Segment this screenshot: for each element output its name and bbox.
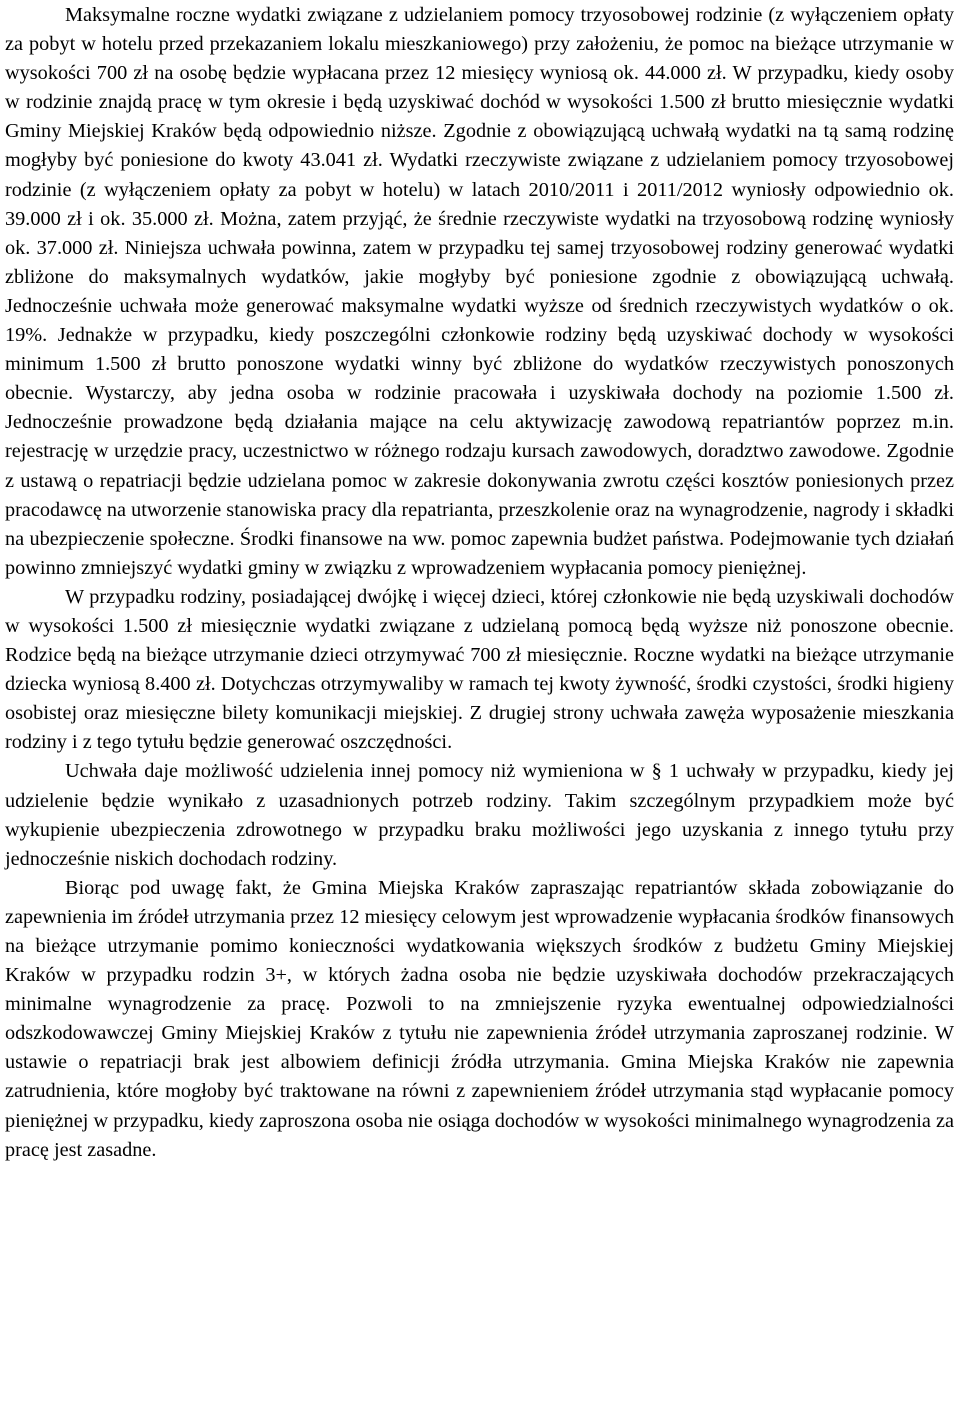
- paragraph-other-assistance: Uchwała daje możliwość udzielenia innej pomocy niż wymieniona w § 1 uchwały w przypadku, kiedy jej udzielenie będzie wynikało z uzasadnionych potrzeb rodziny. Takim szczególnym przypadkiem może być wykupienie ubezpieczenia zdrowotnego w przypadku braku możliwości jego uzyskania z innego tytułu przy jednocześnie niskich dochodach rodziny.: [5, 760, 954, 870]
- paragraph-families-with-children: W przypadku rodziny, posiadającej dwójkę i więcej dzieci, której członkowie nie będą uzyskiwali dochodów w wysokości 1.500 zł miesięcznie wydatki związane z udzielaną pomocą będą wyższe niż ponoszone obecnie. Rodzice będą na bieżące utrzymanie dzieci otrzymywać 700 zł miesięcznie. Roczne wydatki na bieżące utrzymanie dziecka wyniosą 8.400 zł. Dotychczas otrzymywaliby w ramach tej kwoty żywność, środki czystości, środki higieny osobistej oraz miesięczne bilety komunikacji miejskiej. Z drugiej strony uchwała zawęża wyposażenie mieszkania rodziny i z tego tytułu będzie generować oszczędności.: [5, 585, 954, 754]
- paragraph-justification: Biorąc pod uwagę fakt, że Gmina Miejska Kraków zapraszając repatriantów składa zobowiązanie do zapewnienia im źródeł utrzymania przez 12 miesięcy celowym jest wprowadzenie wypłacania środków finansowych na bieżące utrzymanie pomimo konieczności wydatkowania większych środków z budżetu Gminy Miejskiej Kraków w przypadku rodzin 3+, w których żadna osoba nie będzie uzyskiwała dochodów przekraczających minimalne wynagrodzenie za pracę. Pozwoli to na zmniejszenie ryzyka ewentualnej odpowiedzialności odszkodowawczej Gminy Miejskiej Kraków z tytułu nie zapewnienia źródeł utrzymania zaproszanej rodzinie. W ustawie o repatriacji brak jest albowiem definicji źródła utrzymania. Gmina Miejska Kraków nie zapewnia zatrudnienia, które mogłoby być traktowane na równi z zapewnieniem źródeł utrzymania stąd wypłacanie pomocy pieniężnej w przypadku, kiedy zaproszona osoba nie osiąga dochodów w wysokości minimalnego wynagrodzenia za pracę jest zasadne.: [5, 876, 954, 1161]
- paragraph-financial-estimates: Maksymalne roczne wydatki związane z udzielaniem pomocy trzyosobowej rodzinie (z wyłączeniem opłaty za pobyt w hotelu przed przekazaniem lokalu mieszkaniowego) przy założeniu, że pomoc na bieżące utrzymanie w wysokości 700 zł na osobę będzie wypłacana przez 12 miesięcy wyniosą ok. 44.000 zł. W przypadku, kiedy osoby w rodzinie znajdą pracę w tym okresie i będą uzyskiwać dochód w wysokości 1.500 zł brutto miesięcznie wydatki Gminy Miejskiej Kraków będą odpowiednio niższe. Zgodnie z obowiązującą uchwałą wydatki na tą samą rodzinę mogłyby być poniesione do kwoty 43.041 zł. Wydatki rzeczywiste związane z udzielaniem pomocy trzyosobowej rodzinie (z wyłączeniem opłaty za pobyt w hotelu) w latach 2010/2011 i 2011/2012 wyniosły odpowiednio ok. 39.000 zł i ok. 35.000 zł. Można, zatem przyjąć, że średnie rzeczywiste wydatki na trzyosobową rodzinę wyniosły ok. 37.000 zł. Niniejsza uchwała powinna, zatem w przypadku tej samej trzyosobowej rodziny generować wydatki zbliżone do maksymalnych wydatków, jakie mogłyby być poniesione zgodnie z obowiązującą uchwałą. Jednocześnie uchwała może generować maksymalne wydatki wyższe od średnich rzeczywistych wydatków o ok. 19%. Jednakże w przypadku, kiedy poszczególni członkowie rodziny będą uzyskiwać dochody w wysokości minimum 1.500 zł brutto ponoszone wydatki winny być zbliżone do wydatków rzeczywistych ponoszonych obecnie. Wystarczy, aby jedna osoba w rodzinie pracowała i uzyskiwała dochody na poziomie 1.500 zł. Jednocześnie prowadzone będą działania mające na celu aktywizację zawodową repatriantów poprzez m.in. rejestrację w urzędzie pracy, uczestnictwo w różnego rodzaju kursach zawodowych, doradztwo zawodowe. Zgodnie z ustawą o repatriacji będzie udzielana pomoc w zakresie dokonywania zwrotu części kosztów poniesionych przez pracodawcę na utworzenie stanowiska pracy dla repatrianta, przeszkolenie oraz na wynagrodzenie, nagrody i składki na ubezpieczenie społeczne. Środki finansowe na ww. pomoc zapewnia budżet państwa. Podejmowanie tych działań powinno zmniejszyć wydatki gminy w związku z wprowadzeniem wypłacania pomocy pieniężnej.: [5, 4, 954, 579]
